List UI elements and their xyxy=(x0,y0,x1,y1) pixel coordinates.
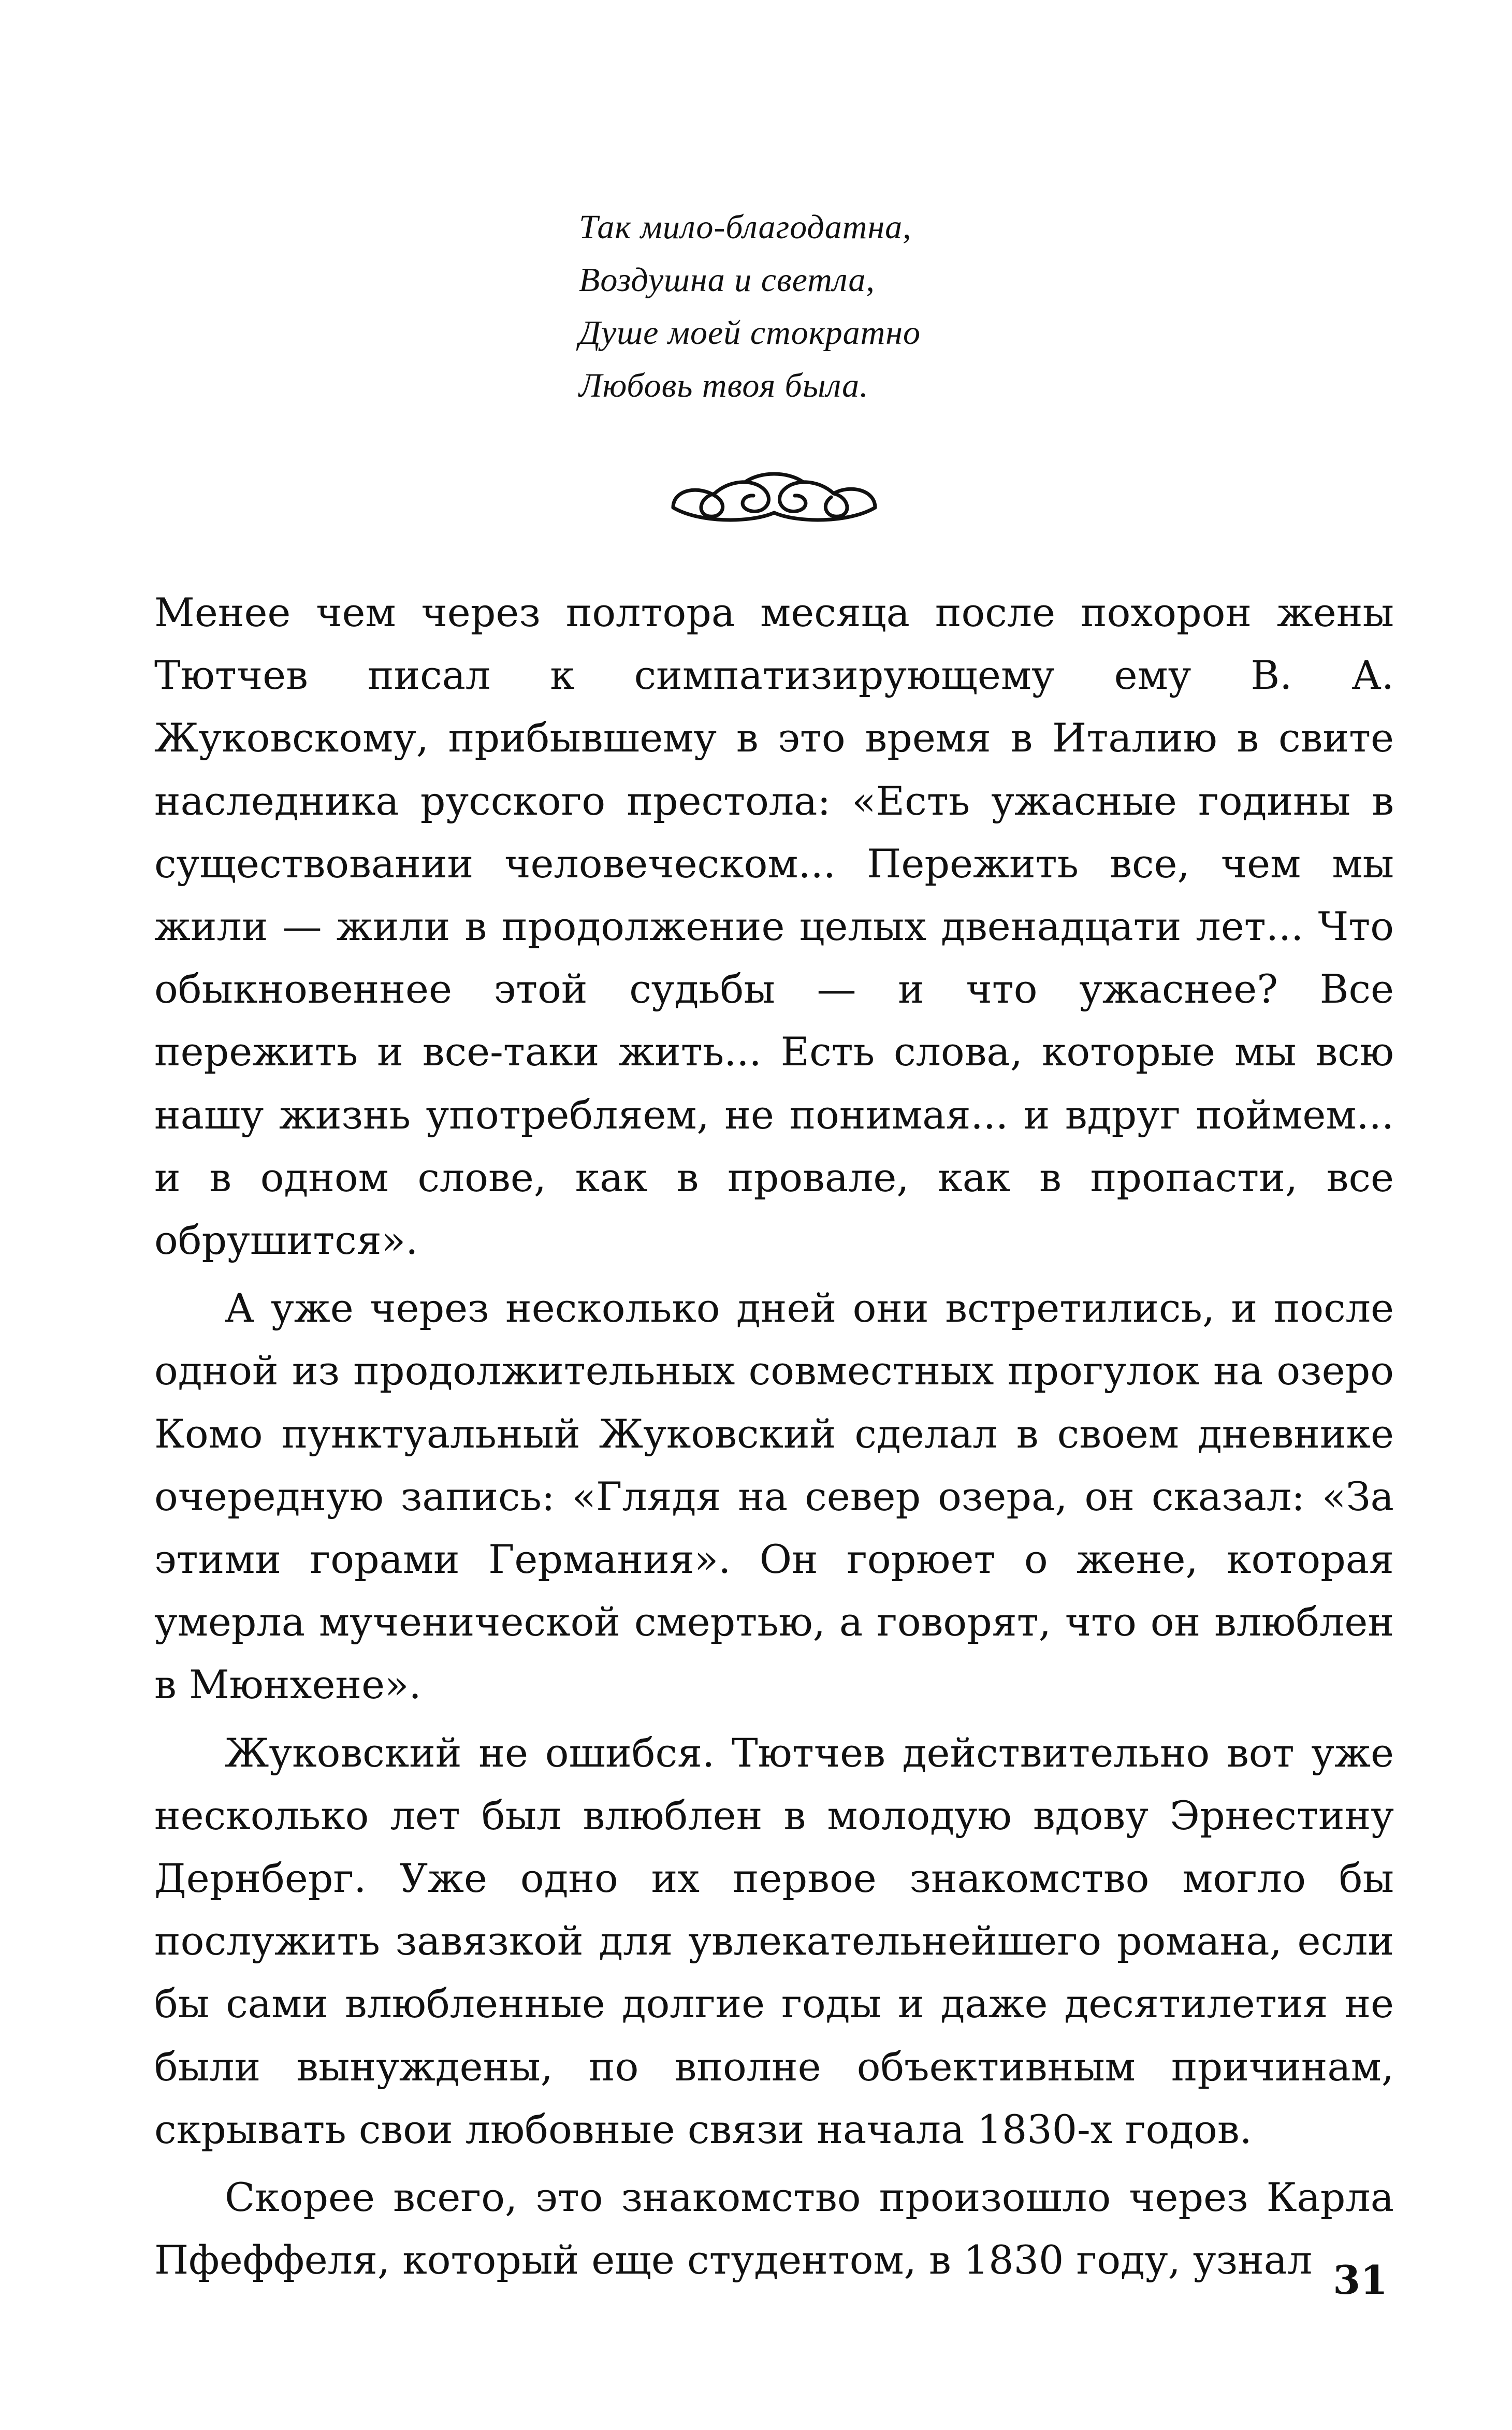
paragraph: Менее чем через полтора месяца после похорон жены Тютчев писал к симпатизирующему ему В. А. Жуковскому, прибывшему в это время в Италию в свите наследника русского престола: «Есть ужасные годины в существовании человеческом... Пережить все, чем мы жили — жили в продолжение целых двенадцати лет... Что обыкновеннее этой судьбы — и что ужаснее? Все пережить и все-таки жить... Есть слова, которые мы всю нашу жизнь употребляем, не понимая... и вдруг поймем... и в одном слове, как в провале, как в пропасти, все обрушится». xyxy=(154,589,1394,1264)
poem-line: Воздушна и светла, xyxy=(579,261,875,299)
paragraph: А уже через несколько дней они встретились, и после одной из продолжительных совместных прогулок на озеро Комо пунктуальный Жуковский сделал в своем дневнике очередную запись: «Глядя на север озера, он сказал: «За этими горами Германия». Он горюет о жене, которая умерла мученической смертью, а говорят, что он влюблен в Мюнхене». xyxy=(154,1285,1394,1708)
main-text xyxy=(154,581,1394,2296)
paragraph: Скорее всего, это знакомство произошло через Карла Пфеффеля, который еще студентом, в 1830 году, узнал xyxy=(154,2174,1394,2283)
scroll-flourish-icon xyxy=(668,469,880,528)
paragraph: Жуковский не ошибся. Тютчев действительно вот уже несколько лет был влюблен в молодую вдову Эрнестину Дернберг. Уже одно их первое знакомство могло бы послужить завязкой для увлекательнейшего романа, если бы сами влюбленные долгие годы и даже десятилетия не были вынуждены, по вполне объективным причинам, скрывать свои любовные связи начала 1830-х годов. xyxy=(154,1729,1394,2152)
poem-line: Душе моей стократно xyxy=(579,314,921,352)
poem-stanza xyxy=(579,201,921,412)
page-number: 31 xyxy=(1333,2257,1388,2303)
poem-line: Так мило-благодатна, xyxy=(579,208,912,246)
poem-line: Любовь твоя была. xyxy=(579,367,869,404)
